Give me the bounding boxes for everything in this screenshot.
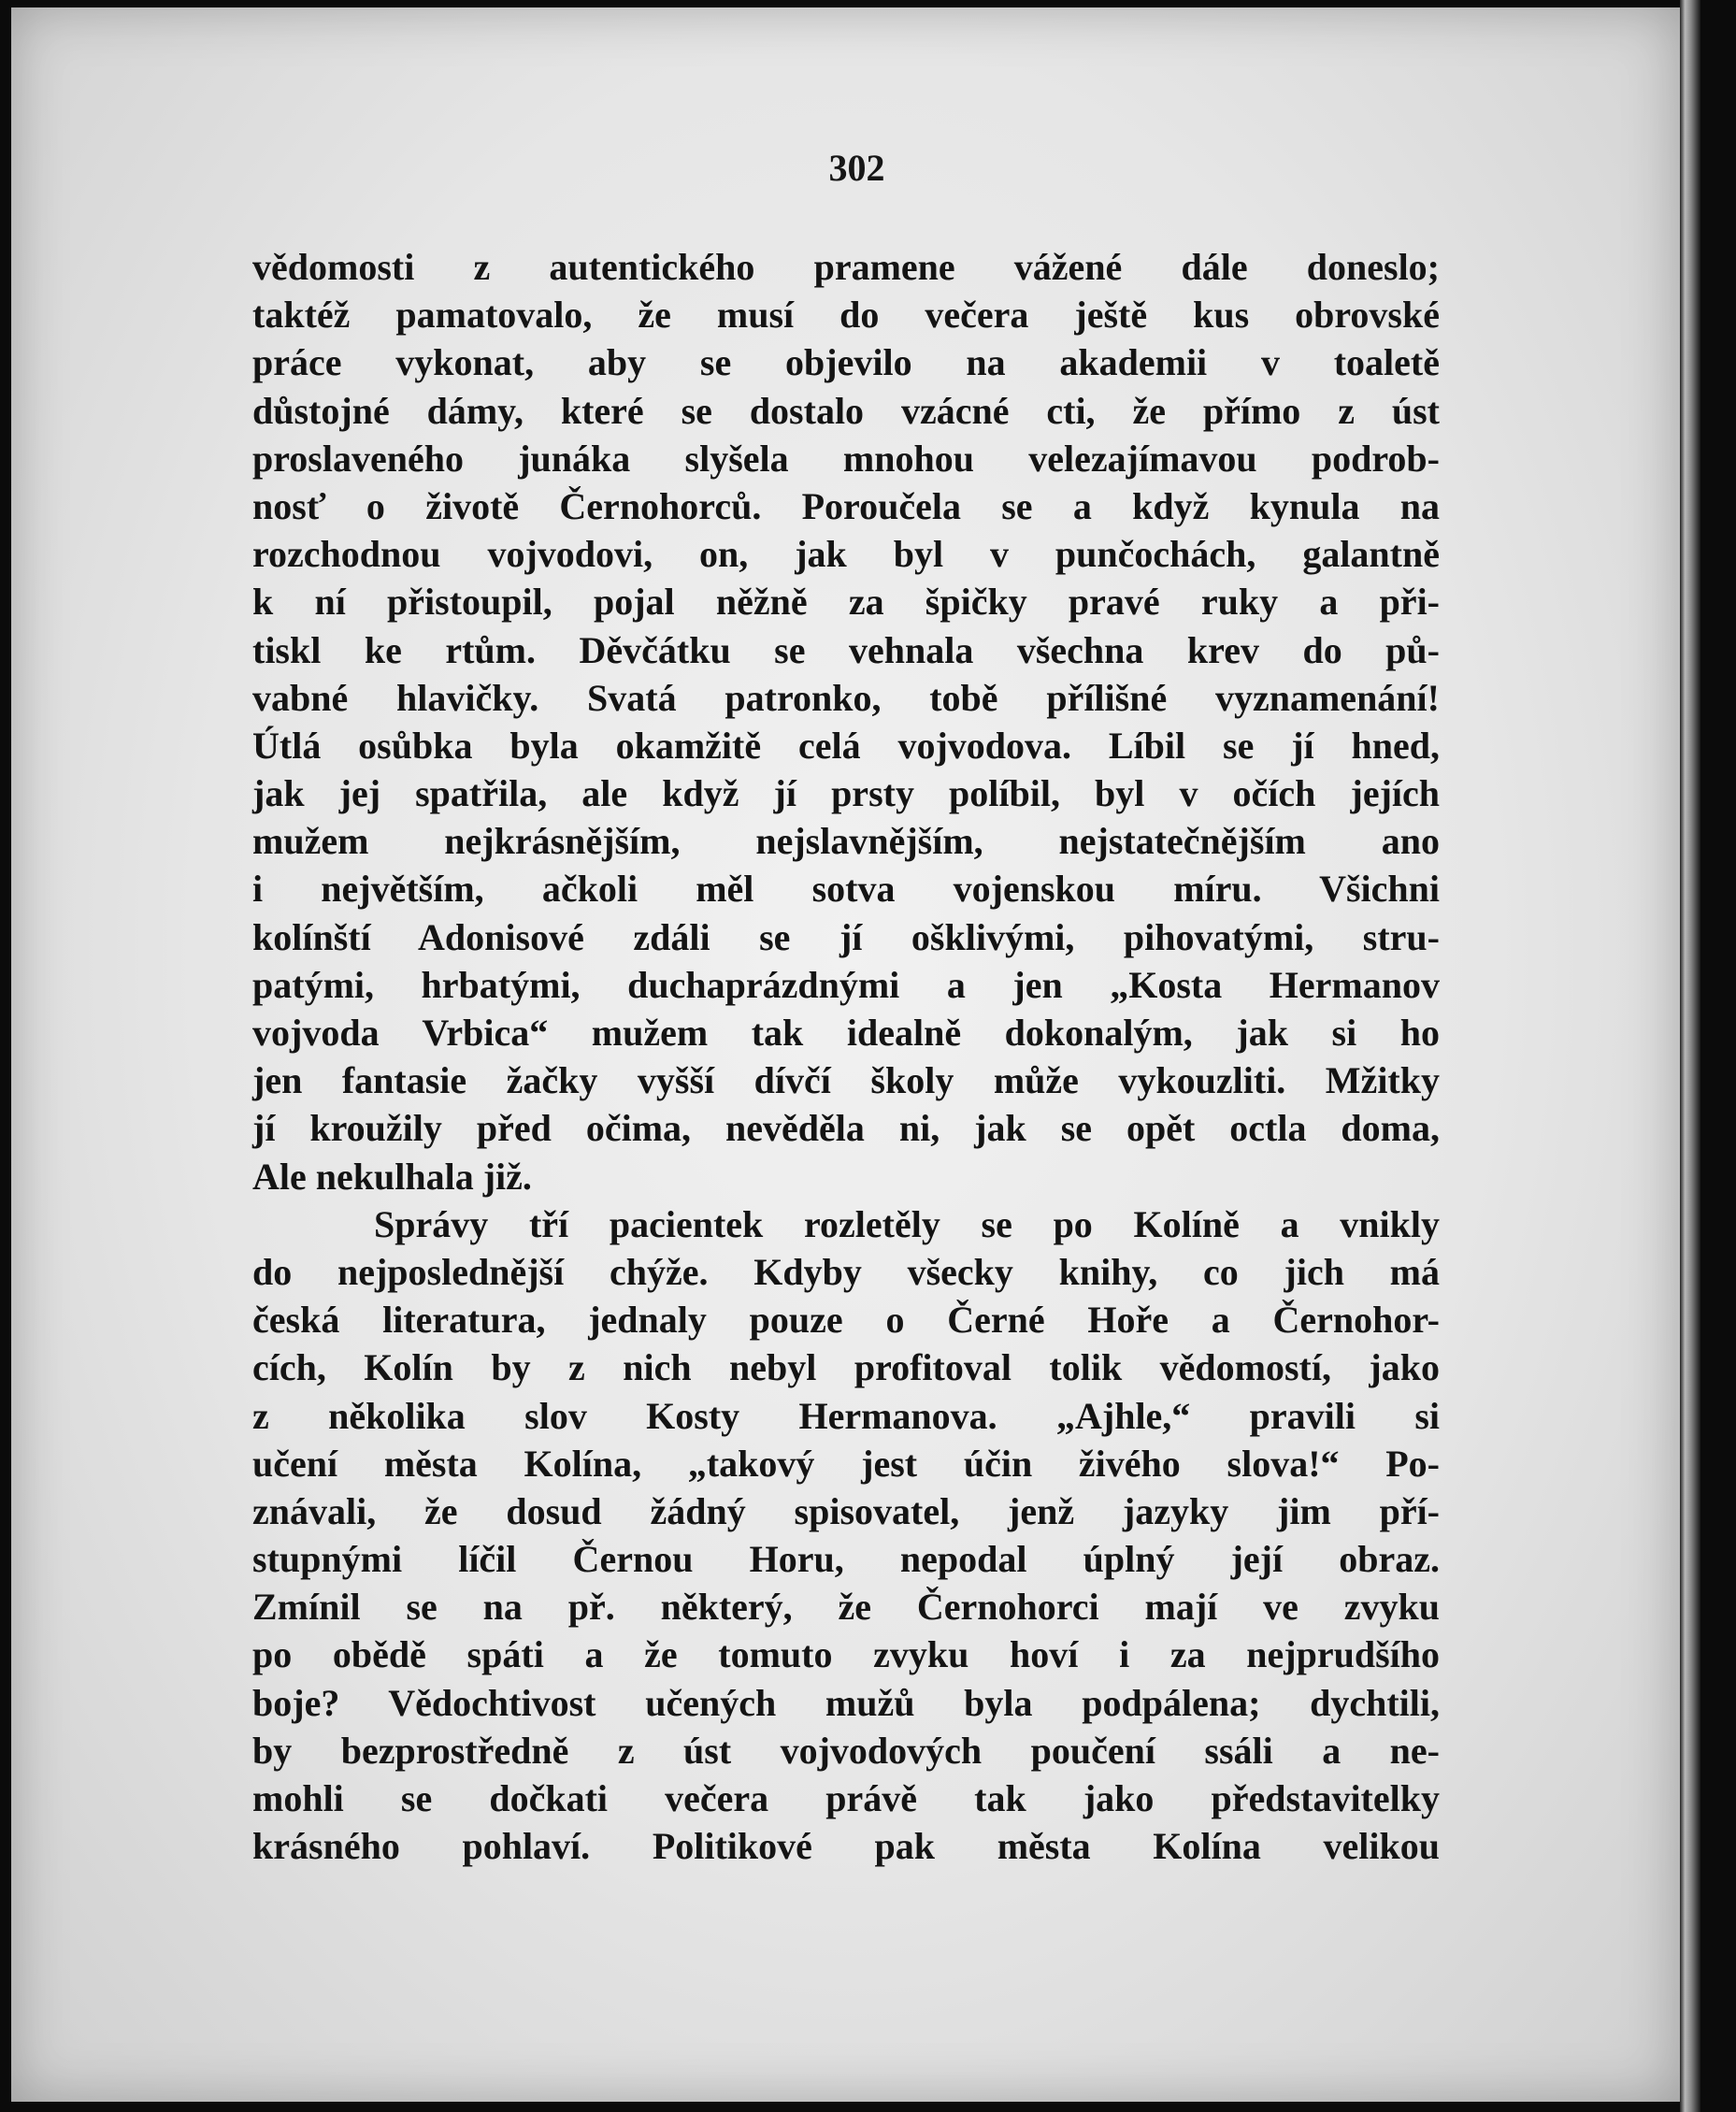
text-line: učení města Kolína, „takový jest účin živého slova!“ Po- bbox=[252, 1442, 1440, 1485]
text-line: boje? Vědochtivost učených mužů byla podpálena; dychtili, bbox=[252, 1681, 1440, 1724]
text-line: mohli se dočkati večera právě tak jako představitelky bbox=[252, 1777, 1440, 1819]
body-text bbox=[252, 243, 1440, 1870]
text-line: důstojné dámy, které se dostalo vzácné cti, že přímo z úst bbox=[252, 389, 1440, 432]
book-page bbox=[11, 7, 1680, 2102]
page-number: 302 bbox=[828, 147, 885, 189]
text-line: stupnými líčil Černou Horu, nepodal úplný její obraz. bbox=[252, 1538, 1440, 1581]
text-line: rozchodnou vojvodovi, on, jak byl v punčochách, galantně bbox=[252, 533, 1440, 576]
text-line: vojvoda Vrbica“ mužem tak idealně dokonalým, jak si ho bbox=[252, 1012, 1440, 1054]
text-line: česká literatura, jednaly pouze o Černé Hoře a Černohor- bbox=[252, 1299, 1440, 1342]
text-line: do nejposlednější chýže. Kdyby všecky knihy, co jich má bbox=[252, 1250, 1440, 1293]
text-line: patými, hrbatými, duchaprázdnými a jen „Kosta Hermanov bbox=[252, 963, 1440, 1006]
text-line: proslaveného junáka slyšela mnohou velezajímavou podrob- bbox=[252, 437, 1440, 480]
text-line: nosť o životě Černohorců. Poroučela se a když kynula na bbox=[252, 484, 1440, 527]
page-edge bbox=[1680, 0, 1700, 2112]
text-line: práce vykonat, aby se objevilo na akademii v toaletě bbox=[252, 341, 1440, 384]
text-line: po obědě spáti a že tomuto zvyku hoví i za nejprudšího bbox=[252, 1633, 1440, 1676]
text-line: Ale nekulhala již. bbox=[252, 1155, 532, 1198]
text-line: i největším, ačkoli měl sotva vojenskou míru. Všichni bbox=[252, 868, 1440, 911]
text-line: jen fantasie žačky vyšší dívčí školy může vykouzliti. Mžitky bbox=[252, 1059, 1440, 1102]
text-line: k ní přistoupil, pojal něžně za špičky pravé ruky a při- bbox=[252, 581, 1440, 624]
text-line: Zmínil se na př. některý, že Černohorci mají ve zvyku bbox=[252, 1586, 1440, 1629]
text-line: vabné hlavičky. Svatá patronko, tobě přílišné vyznamenání! bbox=[252, 676, 1440, 719]
text-line: taktéž pamatovalo, že musí do večera ještě kus obrovské bbox=[252, 294, 1440, 337]
text-line: vědomosti z autentického pramene vážené dále doneslo; bbox=[252, 246, 1440, 288]
text-line: z několika slov Kosty Hermanova. „Ajhle,“ pravili si bbox=[252, 1394, 1440, 1437]
text-line: mužem nejkrásnějším, nejslavnějším, nejstatečnějším ano bbox=[252, 820, 1440, 863]
text-line: by bezprostředně z úst vojvodových poučení ssáli a ne- bbox=[252, 1729, 1440, 1772]
text-line: jak jej spatřila, ale když jí prsty políbil, byl v očích jejích bbox=[252, 772, 1440, 815]
text-line: Útlá osůbka byla okamžitě celá vojvodova. Líbil se jí hned, bbox=[252, 724, 1440, 767]
text-line: krásného pohlaví. Politikové pak města Kolína velikou bbox=[252, 1825, 1440, 1868]
text-line: tiskl ke rtům. Děvčátku se vehnala všechna krev do pů- bbox=[252, 628, 1440, 671]
text-line: kolínští Adonisové zdáli se jí ošklivými, pihovatými, stru- bbox=[252, 915, 1440, 958]
text-line: Správy tří pacientek rozletěly se po Kolíně a vnikly bbox=[374, 1202, 1440, 1245]
text-line: jí kroužily před očima, nevěděla ni, jak se opět octla doma, bbox=[252, 1107, 1440, 1150]
text-line: znávali, že dosud žádný spisovatel, jenž jazyky jim pří- bbox=[252, 1489, 1440, 1532]
text-line: cích, Kolín by z nich nebyl profitoval tolik vědomostí, jako bbox=[252, 1346, 1440, 1389]
